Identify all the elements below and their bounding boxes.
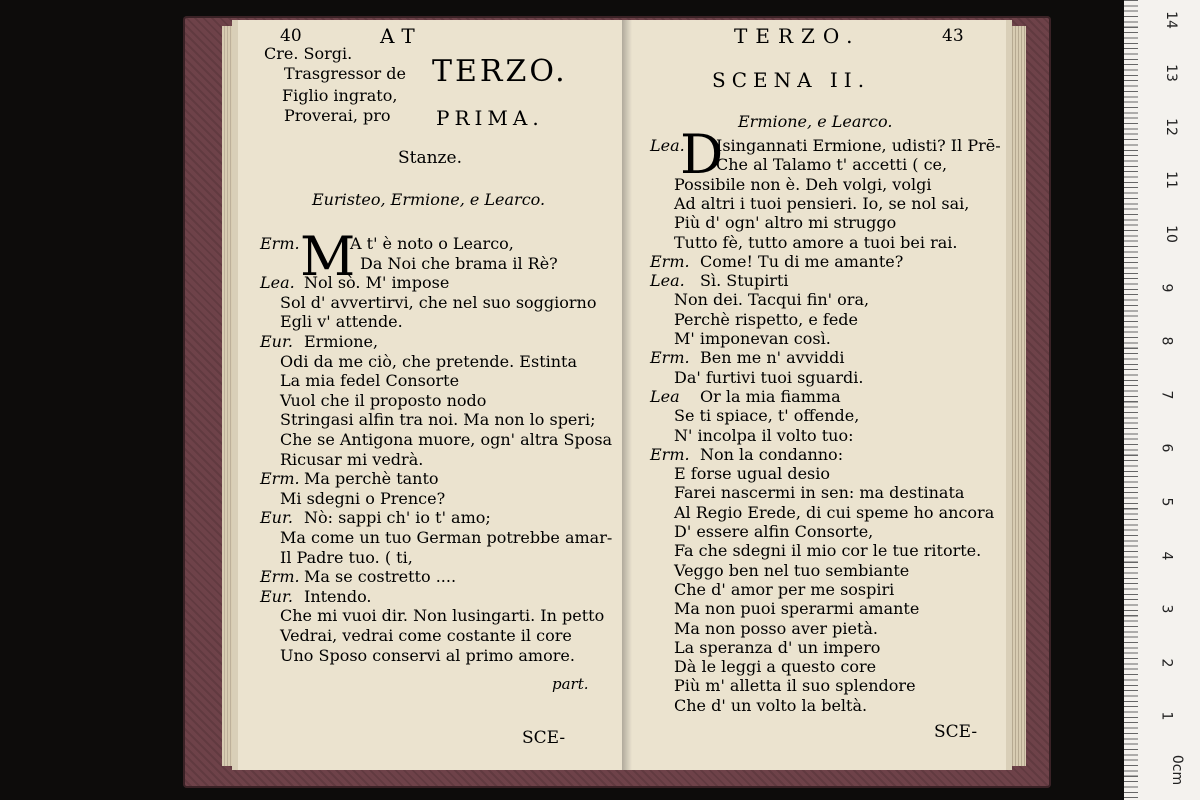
right-running-head: TERZO. <box>734 24 861 48</box>
ruler-number: 14 <box>1162 10 1179 29</box>
verse-line: Mi sdegni o Prence? <box>280 488 446 508</box>
scene-number: PRIMA. <box>436 106 544 130</box>
ruler-number: 12 <box>1162 117 1179 136</box>
drop-cap: M <box>300 225 356 288</box>
right-catchword: SCE- <box>934 722 978 742</box>
ruler-number: 3 <box>1158 604 1175 614</box>
verse-line: Odi da me ciò, che pretende. Estinta <box>280 351 578 371</box>
speaker-label: Erm. <box>260 567 300 587</box>
verse-line: Egli v' attende. <box>280 312 403 332</box>
ruler-number: 9 <box>1158 283 1175 293</box>
verse-line: Più m' alletta il suo splendore <box>674 676 916 696</box>
verse-line: Vedrai, vedrai come costante il core <box>280 626 572 645</box>
verse-line: Uno Sposo conservi al primo amore. <box>280 645 575 665</box>
characters-list-2: Ermione, e Learco. <box>738 112 893 131</box>
verse-line: Or la mia fiamma <box>700 386 841 406</box>
right-page-number: 43 <box>942 26 964 46</box>
verse-line: Possibile non è. Deh volgi, volgi <box>674 174 932 194</box>
verse-line: Ma come un tuo German potrebbe amar- <box>280 528 613 547</box>
verse-line: Al Regio Erede, di cui speme ho ancora <box>674 502 995 522</box>
verse-line: Ricusar mi vedrà. <box>280 449 424 469</box>
verse-line: Ma non posso aver pietà. <box>674 618 879 638</box>
verse-line: Non la condanno: <box>700 444 844 464</box>
verse-line: Isingannati Ermione, udisti? Il Prē- <box>716 136 1001 155</box>
verse-line: Da' furtivi tuoi sguardi. <box>674 367 864 387</box>
ruler-number: 8 <box>1158 336 1175 346</box>
verse-line: E forse ugual desio <box>674 464 830 484</box>
ruler-number: 7 <box>1158 390 1175 400</box>
left-page-number: 40 <box>280 26 302 46</box>
verse-line: Nol sò. M' impose <box>304 273 450 293</box>
verse-line: Veggo ben nel tuo sembiante <box>674 560 910 580</box>
verse-line: Stringasi alfin tra noi. Ma non lo speri; <box>280 410 596 430</box>
verse-line: Ma non puoi sperarmi amante <box>674 599 920 619</box>
scene-heading-2: SCENA II. <box>712 68 871 92</box>
speaker-label: Eur. <box>260 586 293 606</box>
speaker-label: Erm. <box>260 469 300 489</box>
verse-line: Che mi vuoi dir. Non lusingarti. In petto <box>280 606 605 626</box>
ruler-number: 11 <box>1162 171 1179 190</box>
overprint-line-2: Trasgressor de <box>284 64 406 83</box>
ruler-number: 13 <box>1162 64 1179 83</box>
speaker-label: Erm. <box>650 251 690 271</box>
verse-line: Dà le leggi a questo core <box>674 657 877 677</box>
speaker-label: Eur. <box>260 508 293 528</box>
verse-line: A t' è noto o Learco, <box>350 234 514 253</box>
speaker-label: Erm. <box>650 444 690 464</box>
verse-line: Perchè rispetto, e fede <box>674 309 858 329</box>
verse-line: Come! Tu di me amante? <box>700 251 904 271</box>
overprint-line-3: Figlio ingrato, <box>282 86 398 105</box>
verse-line: Ermione, <box>304 332 379 351</box>
verse-line: N' incolpa il volto tuo: <box>674 425 854 445</box>
speaker-label: Lea. <box>650 136 685 155</box>
left-running-head: AT <box>380 24 423 48</box>
verse-line: Da Noi che brama il Rè? <box>360 253 558 273</box>
verse-line: La speranza d' un impero <box>674 637 881 657</box>
verse-line: Che se Antigona muore, ogn' altra Sposa <box>280 430 613 449</box>
verse-line: Tutto fè, tutto amore a tuoi bei rai. <box>674 232 958 252</box>
verse-line: Ma se costretto .... <box>304 567 457 587</box>
verse-line: Intendo. <box>304 586 372 606</box>
verse-line: La mia fedel Consorte <box>280 371 460 391</box>
verse-line: Ma perchè tanto <box>304 469 439 489</box>
ruler-number: 10 <box>1162 225 1179 243</box>
overprint-line-1: Cre. Sorgi. <box>264 44 353 63</box>
speaker-label: Erm. <box>260 234 300 253</box>
verse-line: Che d' un volto la beltà. <box>674 695 868 715</box>
verse-line: Il Padre tuo. ( ti, <box>280 547 413 567</box>
gutter-shadow <box>622 20 632 770</box>
speaker-label: Eur. <box>260 332 293 351</box>
verse-line: Nò: sappi ch' io t' amo; <box>304 508 491 528</box>
ruler-number: 5 <box>1158 497 1175 507</box>
speaker-label: Lea. <box>650 271 685 291</box>
ruler-number: 6 <box>1158 443 1175 453</box>
speaker-label: Lea <box>650 386 680 406</box>
verse-line: Sì. Stupirti <box>700 271 789 291</box>
exit-note: part. <box>552 675 589 693</box>
scene-heading: TERZO. <box>432 54 568 89</box>
verse-line: Ad altri i tuoi pensieri. Io, se nol sai, <box>674 193 970 213</box>
ruler-number: 2 <box>1158 658 1175 668</box>
verse-line: Sol d' avvertirvi, che nel suo soggiorno <box>280 292 597 312</box>
verse-line: Ben me n' avviddi <box>700 348 845 368</box>
verse-line: Farei nascermi in sen: ma destinata <box>674 483 965 503</box>
overprint-line-4: Proverai, pro <box>284 106 391 125</box>
ruler-number: 0cm <box>1169 754 1186 786</box>
speaker-label: Lea. <box>260 273 295 293</box>
characters-list: Euristeo, Ermione, e Learco. <box>312 190 546 209</box>
verse-line: M' imponevan così. <box>674 329 831 348</box>
verse-line: Più d' ogn' altro mi struggo <box>674 213 897 233</box>
verse-line: Se ti spiace, t' offende, <box>674 406 860 426</box>
verse-line: Fa che sdegni il mio cor le tue ritorte. <box>674 541 982 561</box>
verse-line: Vuol che il proposto nodo <box>280 390 487 410</box>
verse-line: Che d' amor per me sospiri <box>674 579 895 599</box>
ruler-number: 1 <box>1158 711 1175 721</box>
stage-setting: Stanze. <box>398 148 462 168</box>
left-catchword: SCE- <box>522 728 566 748</box>
verse-line: D' essere alfin Consorte, <box>674 522 874 541</box>
ruler-number: 4 <box>1158 551 1175 561</box>
verse-line: Che al Talamo t' accetti ( ce, <box>716 155 948 175</box>
speaker-label: Erm. <box>650 348 690 368</box>
verse-line: Non dei. Tacqui fin' ora, <box>674 290 870 310</box>
drop-cap-2: D <box>680 123 724 186</box>
